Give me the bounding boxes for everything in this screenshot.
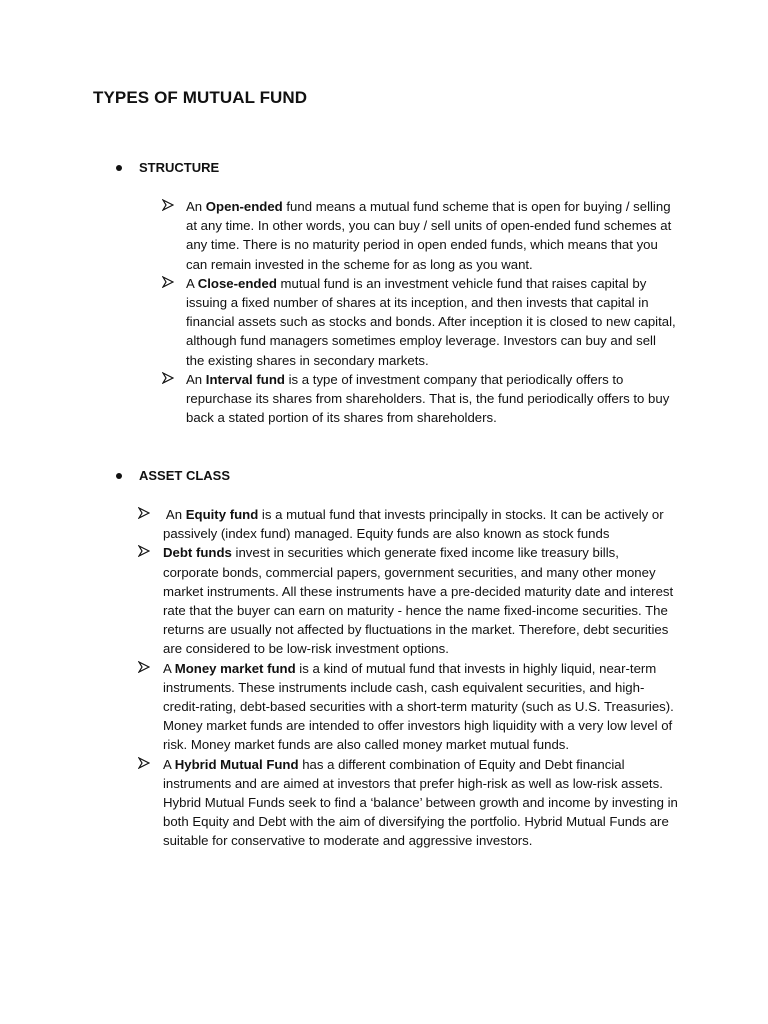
item-term: Open-ended	[205, 199, 283, 214]
item-text: is a type of investment company that periodically offers to repurchase its shares from shareholders. That is, the fund periodically offers to buy back a stated portion of its shares from shareholders.	[186, 371, 670, 426]
list-item	[163, 659, 678, 755]
arrow-bullet-icon	[162, 199, 174, 211]
item-text-pre: A	[163, 756, 175, 772]
item-text: is a kind of mutual fund that invests in highly liquid, near-term instruments. These instruments include cash, cash equivalent securities, and high-credit-rating, debt-based securities with a short-term maturity (such as U.S. Treasuries). Money market funds are intended to offer investors high liquidity with a very low level of risk. Money market funds are also called money market mutual funds.	[163, 660, 674, 753]
arrow-bullet-icon	[138, 757, 150, 769]
item-text-pre: A	[163, 660, 175, 676]
page-title: TYPES OF MUTUAL FUND	[93, 88, 308, 107]
section-heading-asset-class	[116, 468, 230, 483]
item-term: Hybrid Mutual Fund	[174, 756, 299, 772]
bullet-dot-icon	[116, 165, 122, 171]
item-text: fund means a mutual fund scheme that is open for buying / selling at any time. In other words, you can buy / sell units of open-ended fund schemes at any time. There is no maturity period in open ended funds, which means that you can remain invested in the scheme for as long as you want.	[186, 199, 672, 272]
list-item	[163, 543, 678, 658]
structure-list	[186, 197, 676, 427]
item-term: Close-ended	[197, 275, 277, 291]
arrow-bullet-icon	[162, 372, 174, 384]
list-item	[163, 505, 678, 543]
item-term: Money market fund	[174, 660, 296, 676]
arrow-bullet-icon	[138, 507, 150, 519]
bullet-dot-icon	[116, 473, 122, 479]
item-term: Debt funds	[163, 545, 232, 561]
item-text: mutual fund is an investment vehicle fund that raises capital by issuing a fixed number of shares at its inception, and then invests that capital in financial assets such as stocks and bonds. After inception it is closed to new capital, although fund managers sometimes employ leverage. Investors can buy and sell the existing shares in secondary markets.	[186, 275, 676, 368]
item-text-pre: An	[163, 507, 186, 522]
item-text: is a mutual fund that invests principally in stocks. It can be actively or passively (index fund) managed. Equity funds are also known as stock funds	[163, 507, 664, 542]
item-text: has a different combination of Equity and Debt financial instruments and are aimed at investors that prefer high-risk as well as low-risk assets. Hybrid Mutual Funds seek to find a ‘balance’ between growth and income by investing in both Equity and Debt with the aim of diversifying the portfolio. Hybrid Mutual Funds are suitable for conservative to moderate and aggressive investors.	[163, 756, 678, 849]
item-text-pre: A	[186, 275, 198, 291]
section-heading-structure	[116, 160, 219, 175]
item-text-pre: An	[186, 199, 206, 214]
arrow-bullet-icon	[162, 276, 174, 288]
asset-class-list	[163, 505, 678, 851]
item-text: invest in securities which generate fixed income like treasury bills, corporate bonds, commercial papers, government securities, and many other money market instruments. All these instruments have a pre-decided maturity date and interest rate that the buyer can earn on maturity - hence the name fixed-income securities. The returns are usually not affected by fluctuations in the market. Therefore, debt securities are considered to be low-risk investment options.	[163, 545, 674, 657]
item-term: Interval fund	[205, 371, 285, 387]
arrow-bullet-icon	[138, 661, 150, 673]
list-item	[163, 755, 678, 851]
list-item	[186, 370, 676, 428]
arrow-bullet-icon	[138, 545, 150, 557]
item-text-pre: An	[186, 371, 206, 387]
item-term: Equity fund	[185, 507, 259, 522]
list-item	[186, 274, 676, 370]
section-heading-label: ASSET CLASS	[139, 468, 231, 483]
list-item	[186, 197, 676, 274]
section-heading-label: STRUCTURE	[139, 160, 220, 175]
